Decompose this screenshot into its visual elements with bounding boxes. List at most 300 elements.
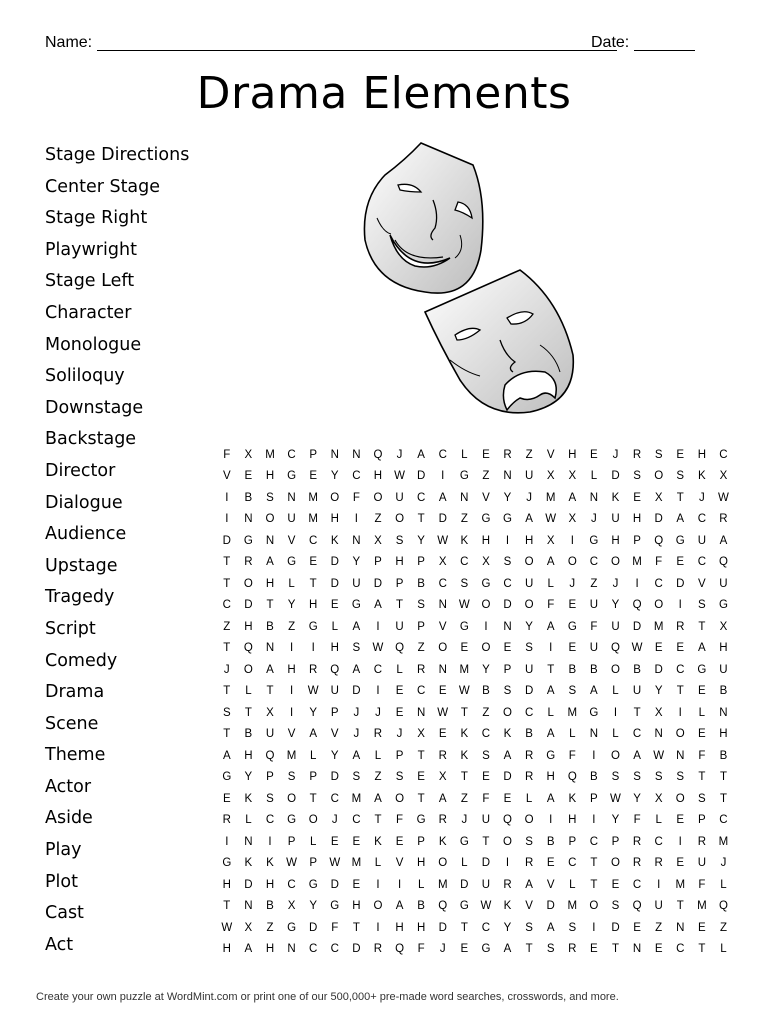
grid-letter: L [569,728,576,741]
grid-letter: T [417,513,425,526]
grid-letter: H [222,878,231,891]
grid-letter: H [287,663,296,676]
grid-letter: W [610,792,621,805]
grid-letter: M [437,878,448,891]
grid-letter: C [481,921,491,934]
word-list-item: Play [45,840,82,861]
grid-letter: E [611,878,620,891]
grid-letter: H [395,921,404,934]
grid-letter: I [678,835,682,848]
grid-letter: X [719,470,728,483]
grid-letter: J [591,513,597,526]
grid-letter: A [698,642,706,655]
grid-letter: T [547,663,555,676]
grid-letter: C [654,577,663,590]
grid-letter: A [568,491,577,504]
grid-letter: R [654,857,663,870]
grid-letter: H [265,878,275,891]
grid-letter: M [351,857,362,870]
grid-letter: H [416,857,426,870]
grid-letter: E [568,599,577,612]
grid-letter: O [481,642,491,655]
grid-letter: D [676,577,685,590]
grid-letter: E [590,943,598,956]
grid-letter: E [676,642,685,655]
grid-letter: Y [287,599,296,612]
grid-row [216,552,734,574]
grid-letter: X [546,534,555,547]
grid-letter: U [611,620,620,633]
word-list-item: Stage Left [45,271,135,292]
grid-letter: D [244,878,253,891]
grid-letter: V [287,728,296,741]
grid-letter: O [395,792,405,805]
grid-letter: I [592,921,596,934]
grid-letter: E [698,685,706,698]
grid-letter: U [352,577,361,590]
grid-letter: V [438,620,447,633]
grid-letter: A [503,749,512,762]
grid-letter: R [632,448,642,461]
grid-letter: M [697,900,707,913]
grid-letter: R [524,771,534,784]
grid-letter: T [719,792,727,805]
name-input-line [97,50,617,51]
grid-letter: E [460,943,469,956]
grid-letter: O [373,900,383,913]
date-label: Date: [591,34,630,51]
grid-letter: T [223,685,231,698]
grid-letter: D [309,921,318,934]
word-list-item: Stage Directions [45,145,190,165]
grid-letter: C [568,857,577,870]
grid-letter: Z [590,577,598,590]
grid-letter: B [525,728,533,741]
grid-letter: E [244,470,253,483]
grid-letter: R [719,513,728,526]
grid-letter: I [505,534,510,547]
grid-letter: M [632,556,642,569]
grid-letter: F [352,491,360,504]
grid-row [216,466,734,488]
grid-row [216,745,734,767]
grid-letter: T [611,943,619,956]
grid-letter: C [416,491,426,504]
grid-letter: Z [266,921,274,934]
grid-letter: W [718,491,729,504]
grid-letter: B [546,835,555,848]
grid-letter: P [568,835,577,848]
grid-letter: P [503,663,512,676]
grid-letter: N [676,749,685,762]
grid-letter: H [546,771,555,784]
grid-letter: X [719,620,728,633]
grid-letter: T [244,706,252,719]
grid-row [216,724,734,746]
grid-letter: W [480,900,492,913]
grid-letter: D [416,470,426,483]
grid-letter: N [632,943,642,956]
grid-letter: N [287,943,296,956]
word-list-item: Center Stage [45,176,161,197]
grid-letter: F [547,599,555,612]
grid-letter: C [416,685,426,698]
grid-letter: P [309,857,317,870]
grid-letter: A [503,943,512,956]
grid-letter: O [611,663,620,676]
grid-letter: U [481,814,491,827]
grid-letter: G [459,835,469,848]
grid-letter: H [373,470,383,483]
grid-letter: H [222,943,231,956]
grid-letter: R [438,749,447,762]
grid-letter: B [244,491,253,504]
grid-letter: I [354,513,358,526]
grid-letter: L [309,835,317,848]
grid-letter: D [352,943,361,956]
grid-letter: E [352,835,361,848]
grid-letter: U [632,685,642,698]
grid-letter: N [265,534,275,547]
grid-letter: E [698,728,706,741]
grid-letter: O [589,900,599,913]
grid-letter: J [461,814,468,827]
grid-letter: A [676,513,685,526]
grid-letter: M [308,491,318,504]
grid-row [216,702,734,724]
grid-letter: G [546,749,556,762]
grid-letter: A [525,513,533,526]
grid-letter: H [416,921,426,934]
grid-letter: L [288,577,295,590]
grid-letter: C [309,943,318,956]
grid-letter: C [438,448,447,461]
grid-letter: X [546,470,555,483]
grid-letter: S [654,771,663,784]
grid-letter: H [719,642,728,655]
grid-letter: S [287,771,296,784]
grid-letter: Y [654,685,663,698]
grid-letter: U [265,728,275,741]
grid-letter: N [503,470,512,483]
grid-letter: X [482,556,490,569]
word-list-item: Downstage [45,397,144,418]
grid-letter: T [374,814,382,827]
grid-letter: C [589,556,599,569]
grid-letter: I [678,706,682,719]
grid-letter: U [330,685,339,698]
grid-letter: Q [330,663,340,676]
grid-letter: R [503,448,512,461]
grid-letter: O [395,513,405,526]
comedy-tragedy-masks-icon [355,140,585,425]
grid-letter: G [675,534,685,547]
grid-letter: B [417,577,425,590]
grid-letter: U [287,513,296,526]
grid-letter: C [330,792,339,805]
grid-row [216,896,734,918]
grid-letter: O [567,556,577,569]
grid-letter: S [633,771,641,784]
grid-letter: I [289,706,294,719]
grid-letter: C [373,663,383,676]
grid-letter: E [395,706,404,719]
grid-letter: C [719,448,728,461]
grid-letter: F [482,792,490,805]
grid-letter: N [244,835,253,848]
grid-letter: T [309,577,317,590]
grid-letter: R [503,878,512,891]
grid-letter: M [653,620,664,633]
grid-letter: N [330,448,339,461]
grid-letter: C [330,943,339,956]
grid-letter: B [266,900,274,913]
grid-letter: W [545,513,557,526]
grid-letter: G [287,470,297,483]
grid-letter: L [245,685,252,698]
grid-letter: P [374,556,382,569]
grid-letter: H [568,814,577,827]
grid-row [216,530,734,552]
grid-letter: M [308,513,318,526]
grid-letter: N [676,921,685,934]
grid-letter: S [546,943,555,956]
grid-letter: A [352,663,361,676]
grid-letter: W [286,857,297,870]
grid-letter: B [633,663,641,676]
grid-letter: M [567,706,578,719]
grid-letter: D [330,771,339,784]
grid-letter: S [568,685,577,698]
grid-letter: D [654,513,663,526]
grid-letter: I [397,878,402,891]
grid-letter: R [676,620,685,633]
grid-letter: G [243,534,253,547]
grid-letter: I [570,534,574,547]
grid-letter: B [244,728,253,741]
grid-letter: A [546,921,555,934]
grid-letter: T [223,577,231,590]
grid-letter: E [654,943,663,956]
grid-letter: N [287,491,296,504]
grid-letter: N [438,663,447,676]
grid-letter: E [698,921,706,934]
grid-letter: H [330,642,339,655]
grid-letter: L [612,685,619,698]
grid-letter: X [568,513,577,526]
grid-letter: E [503,642,512,655]
grid-letter: X [438,556,447,569]
grid-letter: L [461,857,468,870]
word-list-item: Aside [45,808,93,829]
grid-letter: O [611,857,620,870]
grid-row [216,595,734,617]
grid-letter: M [675,878,686,891]
grid-letter: L [396,663,403,676]
grid-letter: Q [395,943,405,956]
grid-letter: M [459,663,470,676]
grid-letter: Y [309,706,317,719]
grid-letter: A [438,792,447,805]
grid-letter: A [633,749,641,762]
grid-letter: E [676,556,685,569]
grid-letter: D [330,878,339,891]
grid-letter: E [503,792,512,805]
grid-letter: O [675,792,685,805]
grid-letter: R [373,943,383,956]
grid-letter: F [568,749,576,762]
grid-letter: C [524,706,534,719]
grid-letter: R [309,663,318,676]
grid-letter: G [222,857,232,870]
grid-letter: S [352,771,361,784]
grid-letter: L [655,814,662,827]
grid-letter: K [460,534,469,547]
grid-letter: V [546,878,555,891]
grid-letter: X [287,900,296,913]
grid-letter: S [698,792,706,805]
grid-letter: F [223,448,231,461]
grid-letter: Q [632,599,642,612]
grid-letter: Q [567,771,577,784]
comedy-mask-icon [364,143,482,293]
grid-letter: F [698,878,706,891]
grid-letter: S [395,771,404,784]
grid-letter: T [590,857,598,870]
grid-letter: W [221,921,233,934]
grid-letter: H [309,599,318,612]
grid-letter: G [481,513,491,526]
grid-letter: Y [417,534,425,547]
grid-letter: E [438,728,447,741]
word-search-grid [216,444,734,960]
word-list-item: Plot [45,871,78,892]
grid-letter: Y [482,663,490,676]
grid-letter: P [266,771,274,784]
grid-letter: T [266,599,274,612]
grid-letter: B [590,663,598,676]
grid-letter: L [590,470,598,483]
grid-letter: U [697,534,707,547]
grid-letter: B [719,749,728,762]
grid-letter: M [286,749,297,762]
grid-letter: C [309,534,318,547]
grid-letter: Q [373,448,383,461]
grid-letter: W [329,857,341,870]
grid-letter: O [438,857,448,870]
grid-letter: C [676,943,685,956]
grid-letter: M [567,900,578,913]
grid-row [216,767,734,789]
grid-letter: E [309,470,317,483]
grid-letter: I [549,814,553,827]
grid-letter: A [546,792,555,805]
grid-letter: T [266,685,274,698]
grid-letter: E [633,921,641,934]
grid-letter: W [458,599,470,612]
word-list-item: Audience [45,524,127,545]
grid-letter: D [460,878,469,891]
grid-letter: U [395,491,404,504]
grid-letter: S [654,448,663,461]
grid-letter: G [416,814,426,827]
grid-letter: X [244,448,253,461]
word-list-item: Backstage [45,429,137,450]
grid-letter: O [330,491,340,504]
grid-letter: P [395,749,404,762]
grid-letter: C [287,878,296,891]
grid-letter: L [331,620,338,633]
word-list-item: Playwright [45,239,137,260]
grid-letter: S [633,470,641,483]
grid-letter: B [719,685,728,698]
grid-letter: C [697,556,707,569]
grid-letter: A [266,663,274,676]
grid-letter: D [654,663,663,676]
grid-letter: R [222,814,231,827]
grid-letter: T [460,706,468,719]
grid-letter: Y [503,921,512,934]
grid-letter: N [416,706,426,719]
grid-letter: N [244,900,253,913]
grid-letter: C [503,577,512,590]
grid-letter: C [287,448,296,461]
grid-letter: E [482,771,490,784]
grid-letter: N [265,642,275,655]
grid-letter: D [611,470,620,483]
grid-letter: L [309,749,317,762]
grid-letter: Y [611,599,620,612]
grid-letter: L [698,706,706,719]
grid-letter: K [460,728,469,741]
header [45,30,705,56]
grid-letter: Z [223,620,231,633]
grid-letter: N [589,728,599,741]
grid-letter: D [632,620,642,633]
grid-letter: P [417,620,425,633]
grid-letter: A [438,491,447,504]
grid-letter: V [395,857,404,870]
grid-letter: P [590,792,598,805]
grid-letter: E [330,599,339,612]
grid-letter: V [482,491,490,504]
grid-letter: H [611,534,620,547]
grid-letter: P [611,835,620,848]
grid-letter: W [437,534,449,547]
grid-letter: J [223,663,230,676]
grid-letter: C [352,470,361,483]
grid-letter: N [352,448,361,461]
grid-letter: G [589,706,599,719]
grid-letter: N [589,491,599,504]
grid-letter: G [459,620,469,633]
grid-letter: U [395,620,404,633]
word-list-item: Scene [45,713,99,734]
grid-row [216,788,734,810]
grid-letter: U [524,577,534,590]
grid-letter: D [373,577,383,590]
grid-letter: Z [482,470,490,483]
grid-letter: H [244,620,253,633]
grid-letter: R [632,857,642,870]
grid-letter: H [265,577,275,590]
grid-letter: E [676,814,685,827]
grid-letter: X [568,470,577,483]
grid-letter: K [244,857,253,870]
grid-letter: E [222,792,231,805]
grid-letter: B [417,900,425,913]
grid-letter: I [225,513,229,526]
